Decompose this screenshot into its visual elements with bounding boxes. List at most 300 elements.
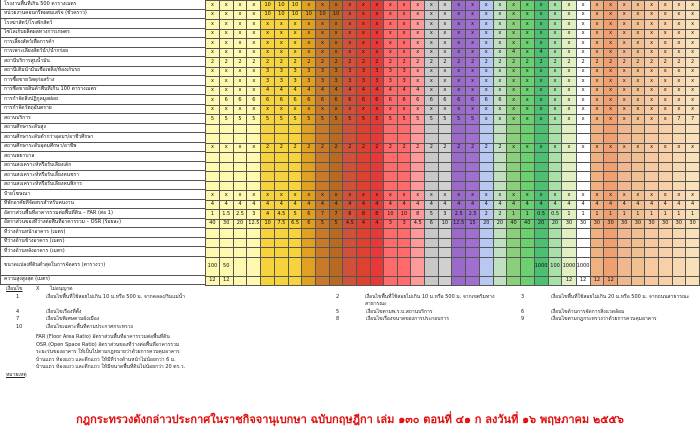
table-cell: x [493,67,507,77]
table-cell: x [261,105,275,115]
table-cell: 7 [316,210,330,220]
table-cell: x [493,115,507,125]
table-cell: 5 [384,115,398,125]
table-cell [247,257,261,276]
table-cell: 2 [672,58,686,68]
table-cell: x [411,10,425,20]
table-cell: 2.5 [233,210,247,220]
table-cell: x [384,191,398,201]
table-cell [507,153,521,163]
table-cell [247,181,261,191]
table-cell: x [411,105,425,115]
table-cell: 5 [397,115,411,125]
table-cell: x [686,20,700,30]
table-cell: x [219,39,233,49]
table-cell: x [562,77,576,87]
table-cell [288,238,302,248]
table-cell [576,238,590,248]
table-cell: 4 [219,200,233,210]
table-cell [520,172,534,182]
table-cell: 30 [576,219,590,229]
table-cell [302,134,316,144]
table-cell: x [452,39,466,49]
legend-item-key: 4 [16,308,20,315]
table-cell [617,172,631,182]
table-cell: x [507,77,521,87]
table-cell: 3 [438,210,452,220]
table-cell: 10 [302,10,316,20]
table-cell: x [658,77,672,87]
table-cell: x [590,1,604,11]
table-cell: 30 [686,219,700,229]
table-cell [425,229,438,239]
table-cell: 12 [590,276,604,286]
table-cell: x [590,191,604,201]
table-cell [617,162,631,172]
table-cell: x [576,143,590,153]
table-cell: x [466,10,480,20]
table-cell [411,162,425,172]
table-cell [219,181,233,191]
table-cell [479,124,493,134]
table-cell [507,248,521,258]
table-cell [438,172,452,182]
table-cell: 2.5 [452,210,466,220]
table-cell: 3 [397,77,411,87]
table-cell: x [672,86,686,96]
table-cell: x [370,48,383,58]
table-cell [397,162,411,172]
table-cell [274,257,288,276]
table-cell: x [384,39,398,49]
table-cell: 5 [343,115,357,125]
table-cell: x [206,10,220,20]
table-cell: 4 [357,86,370,96]
table-cell: x [493,10,507,20]
table-cell: 1 [686,210,700,220]
table-cell: x [479,1,493,11]
table-cell: 20 [534,219,548,229]
table-row [206,1,700,11]
table-cell: x [686,86,700,96]
table-cell [274,172,288,182]
table-cell [452,172,466,182]
table-cell: x [425,29,438,39]
table-cell: x [645,67,659,77]
table-cell: x [206,143,220,153]
table-cell: x [645,77,659,87]
table-cell [288,229,302,239]
table-cell: 2 [343,58,357,68]
table-cell: x [645,1,659,11]
table-cell: x [617,1,631,11]
table-cell [507,162,521,172]
row-label: โรงงานพื้นที่เกิน 500 ตารางเมตร [0,0,205,10]
table-cell [672,162,686,172]
table-cell [357,229,370,239]
table-cell: x [411,67,425,77]
table-cell: x [658,67,672,77]
table-cell [479,257,493,276]
table-cell: x [645,115,659,125]
table-cell [425,153,438,163]
table-cell: x [576,86,590,96]
table-cell [411,181,425,191]
table-cell [316,162,330,172]
table-cell [645,134,659,144]
table-cell: x [479,20,493,30]
table-cell [631,124,645,134]
table-cell [604,172,618,182]
table-cell [274,238,288,248]
table-cell: x [357,1,370,11]
table-cell: x [672,1,686,11]
table-cell: 20 [233,219,247,229]
table-cell [617,276,631,286]
table-cell: x [658,48,672,58]
table-cell: x [520,191,534,201]
legend-item [511,309,696,317]
table-cell [343,162,357,172]
table-cell: x [520,77,534,87]
table-cell [576,153,590,163]
table-cell: x [686,96,700,106]
table-cell: x [274,48,288,58]
table-cell [631,238,645,248]
table-cell [520,248,534,258]
table-cell [357,153,370,163]
table-cell: x [548,86,562,96]
table-cell [438,153,452,163]
table-cell: 10 [288,10,302,20]
table-cell [686,153,700,163]
table-cell [397,172,411,182]
table-cell: x [645,191,659,201]
table-cell [590,238,604,248]
table-cell: x [479,105,493,115]
table-cell: x [604,1,618,11]
row-label: การกำจัดวัตถุอันตราย [0,105,205,115]
table-cell: x [247,143,261,153]
table-cell: 30 [645,219,659,229]
table-cell: x [452,105,466,115]
table-cell: x [316,29,330,39]
table-cell: 5 [261,115,275,125]
table-cell: x [316,48,330,58]
table-cell: x [576,20,590,30]
table-cell: 12 [562,276,576,286]
table-cell: x [507,143,521,153]
table-cell [233,181,247,191]
table-cell [219,238,233,248]
table-cell: 2 [493,58,507,68]
table-cell: 40 [507,219,521,229]
table-cell: 5 [438,115,452,125]
table-cell [288,181,302,191]
table-cell: x [576,96,590,106]
table-cell: x [590,48,604,58]
table-cell [658,181,672,191]
table-cell: 100 [548,257,562,276]
table-cell: 30 [562,219,576,229]
table-cell: x [219,86,233,96]
table-cell: 3 [370,77,383,87]
table-cell: x [658,10,672,20]
table-cell: 2 [329,58,343,68]
table-cell: 4 [370,200,383,210]
table-cell: x [329,29,343,39]
table-cell [686,276,700,286]
table-cell [576,229,590,239]
table-cell: 2 [520,58,534,68]
table-cell: x [206,39,220,49]
table-cell [425,248,438,258]
table-cell: 8 [411,210,425,220]
table-cell [466,248,480,258]
table-cell: x [206,86,220,96]
table-cell [343,134,357,144]
table-cell: x [411,39,425,49]
table-cell: 4 [288,86,302,96]
table-cell: 1 [507,210,521,220]
table-cell [452,276,466,286]
table-cell: 2 [576,58,590,68]
table-cell: 2 [493,210,507,220]
table-cell: x [343,39,357,49]
table-cell: x [576,29,590,39]
table-cell: 5 [247,115,261,125]
table-cell [288,257,302,276]
table-cell: x [576,67,590,77]
table-cell [631,257,645,276]
table-cell: 2 [507,58,521,68]
table-cell: x [206,77,220,87]
def-1: ระยะร่นของอาคาร ให้เป็นไปตามกฎหมายว่าด้วยการควบคุมอาคาร [36,349,180,355]
table-cell: x [631,10,645,20]
table-cell [479,181,493,191]
table-cell [302,162,316,172]
table-row [206,134,700,144]
table-cell: x [493,86,507,96]
table-cell [562,162,576,172]
table-cell [479,229,493,239]
table-cell: 4 [617,200,631,210]
table-cell: x [645,143,659,153]
table-row [206,143,700,153]
table-cell [261,162,275,172]
table-cell [219,153,233,163]
table-cell: x [438,77,452,87]
table-cell: x [274,39,288,49]
table-cell: 12.5 [452,219,466,229]
table-cell: x [672,96,686,106]
table-cell: x [534,86,548,96]
table-cell [370,238,383,248]
table-cell [672,134,686,144]
table-cell: x [604,48,618,58]
table-cell: x [604,115,618,125]
table-cell [631,229,645,239]
table-cell: x [370,105,383,115]
table-cell [357,257,370,276]
table-cell: x [645,86,659,96]
table-cell: 10 [316,10,330,20]
table-cell: 2 [357,143,370,153]
table-cell: 4 [397,200,411,210]
table-cell [425,257,438,276]
table-cell [233,238,247,248]
table-row [206,248,700,258]
table-cell: 4 [247,200,261,210]
legend-item [511,294,696,309]
table-cell: 4 [686,200,700,210]
table-cell [438,276,452,286]
table-row [206,153,700,163]
legend-item [511,316,696,324]
table-cell [233,124,247,134]
table-cell: 10 [397,210,411,220]
table-cell [686,124,700,134]
table-cell: x [672,20,686,30]
row-label: สถานีบริการสูบน้ำมัน [0,57,205,67]
table-cell [316,238,330,248]
table-cell [548,229,562,239]
table-cell: x [274,20,288,30]
table-cell [452,153,466,163]
table-cell [562,153,576,163]
table-cell: 3 [274,77,288,87]
table-cell: x [507,115,521,125]
table-cell [520,257,534,276]
table-cell: x [233,1,247,11]
legend-item [6,316,326,324]
table-cell: x [562,143,576,153]
row-label: ที่ว่างด้านข้างอาคาร (เมตร) [0,238,205,248]
table-cell [658,124,672,134]
table-cell: x [466,67,480,77]
table-cell [534,172,548,182]
table-cell: x [247,39,261,49]
table-cell: 10 [261,219,275,229]
row-label: ความสูงสูงสุด (เมตร) [0,276,205,286]
table-cell [425,134,438,144]
table-cell: 3 [274,67,288,77]
table-cell [466,162,480,172]
table-cell: x [604,20,618,30]
table-cell [658,248,672,258]
table-cell [479,238,493,248]
definitions [6,334,696,379]
table-cell [672,238,686,248]
notes-section [6,286,696,379]
table-cell: 4 [438,200,452,210]
table-cell: 7 [686,115,700,125]
table-cell: x [397,39,411,49]
table-cell: 2.5 [466,210,480,220]
table-cell: 2 [343,143,357,153]
table-cell [520,229,534,239]
table-cell: 3 [397,67,411,77]
table-cell [357,162,370,172]
table-cell [316,248,330,258]
table-cell [590,134,604,144]
table-cell: x [493,105,507,115]
table-cell: x [534,20,548,30]
table-cell [370,181,383,191]
row-label: การซื้อขายวัสดุก่อสร้าง [0,76,205,86]
table-cell: x [493,48,507,58]
table-cell: x [548,67,562,77]
table-cell: x [397,105,411,115]
row-label: หน่วยงานคอนกรีตผสมเสร็จ (ชั่วคราว) [0,10,205,20]
table-cell [631,153,645,163]
table-cell: 2 [479,143,493,153]
table-cell: 1 [645,210,659,220]
table-cell: 3 [302,77,316,87]
table-cell [562,229,576,239]
table-cell [493,276,507,286]
table-cell: x [329,1,343,11]
legend-item-text: เงื่อนไขเรื่องที่ตั้ง [46,308,82,315]
table-cell: x [658,115,672,125]
table-cell [261,257,275,276]
table-cell: 4 [370,86,383,96]
table-cell [645,172,659,182]
table-cell: 4 [411,86,425,96]
table-cell: x [288,39,302,49]
table-cell: 1000 [534,257,548,276]
table-cell: 3 [357,67,370,77]
table-cell [590,248,604,258]
table-cell: x [219,77,233,87]
table-cell: 3 [302,67,316,77]
table-cell: 10 [274,10,288,20]
table-cell [219,172,233,182]
table-cell: 4 [631,200,645,210]
table-cell: x [562,1,576,11]
table-cell: 2 [493,143,507,153]
table-cell [548,124,562,134]
table-cell: x [357,48,370,58]
table-cell [645,276,659,286]
table-cell [576,181,590,191]
table-cell: 4 [316,86,330,96]
table-cell: x [219,29,233,39]
table-cell [411,172,425,182]
table-cell [631,134,645,144]
table-cell: x [507,39,521,49]
table-cell [329,162,343,172]
table-cell: 4 [604,200,618,210]
table-cell [261,181,275,191]
table-cell: x [645,96,659,106]
table-cell: 5 [288,115,302,125]
table-cell: x [219,143,233,153]
table-cell: x [658,143,672,153]
table-cell: 6 [479,96,493,106]
legend-item-key: 3 [521,293,525,300]
table-cell: 2 [438,58,452,68]
table-cell: 12 [576,276,590,286]
table-cell: x [576,77,590,87]
table-cell: x [370,20,383,30]
table-cell: 6 [302,210,316,220]
table-cell: 2 [370,143,383,153]
table-cell: x [233,77,247,87]
table-cell: x [645,20,659,30]
table-cell: x [438,105,452,115]
table-cell: x [233,29,247,39]
